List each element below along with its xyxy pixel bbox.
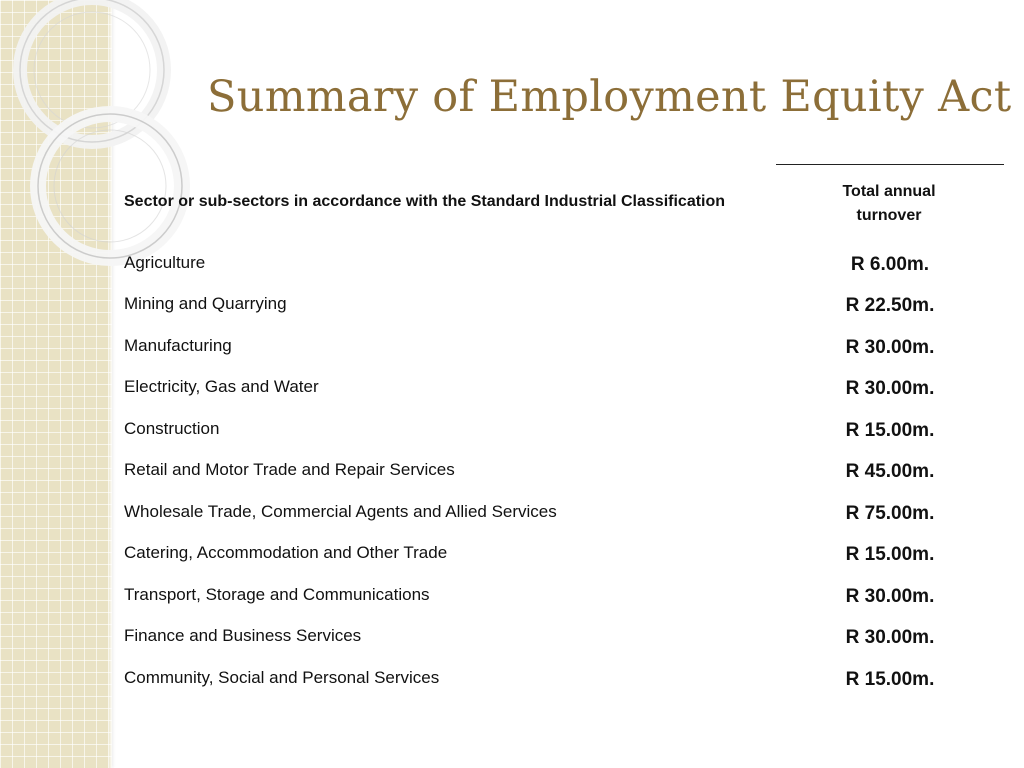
- sector-name: Retail and Motor Trade and Repair Services: [124, 460, 455, 479]
- table-row: [0, 253, 1024, 294]
- sector-name: Electricity, Gas and Water: [124, 377, 319, 396]
- table-row: [0, 294, 1024, 335]
- turnover-value: R 30.00m.: [845, 337, 935, 358]
- turnover-value: R 6.00m.: [850, 254, 930, 275]
- turnover-value: R 15.00m.: [845, 420, 935, 441]
- table-row: [0, 460, 1024, 501]
- slide-title: Summary of Employment Equity Act: [207, 72, 1012, 122]
- column-header-turnover-line2: turnover: [856, 207, 922, 224]
- turnover-value: R 45.00m.: [845, 461, 935, 482]
- sector-name: Community, Social and Personal Services: [124, 668, 440, 687]
- column-header-sector: Sector or sub-sectors in accordance with the Standard Industrial Classification: [124, 193, 726, 210]
- table-row: [0, 585, 1024, 626]
- sector-name: Finance and Business Services: [124, 626, 362, 645]
- turnover-value: R 30.00m.: [845, 378, 935, 399]
- table-row: [0, 668, 1024, 709]
- sector-name: Manufacturing: [124, 336, 232, 355]
- turnover-value: R 75.00m.: [845, 503, 935, 524]
- sector-name: Agriculture: [124, 253, 206, 272]
- sector-name: Transport, Storage and Communications: [124, 585, 430, 604]
- table-row: [0, 543, 1024, 584]
- turnover-value: R 30.00m.: [845, 586, 935, 607]
- table-row: [0, 377, 1024, 418]
- turnover-value: R 22.50m.: [845, 295, 935, 316]
- column-header-turnover-line1: Total annual: [842, 183, 936, 200]
- sector-name: Mining and Quarrying: [124, 294, 287, 313]
- table-row: [0, 502, 1024, 543]
- table-row: [0, 419, 1024, 460]
- sector-name: Construction: [124, 419, 220, 438]
- table-row: [0, 336, 1024, 377]
- table-row: [0, 626, 1024, 667]
- turnover-value: R 15.00m.: [845, 544, 935, 565]
- sector-name: Wholesale Trade, Commercial Agents and Allied Services: [124, 502, 557, 521]
- sector-name: Catering, Accommodation and Other Trade: [124, 543, 448, 562]
- turnover-value: R 15.00m.: [845, 669, 935, 690]
- turnover-value: R 30.00m.: [845, 627, 935, 648]
